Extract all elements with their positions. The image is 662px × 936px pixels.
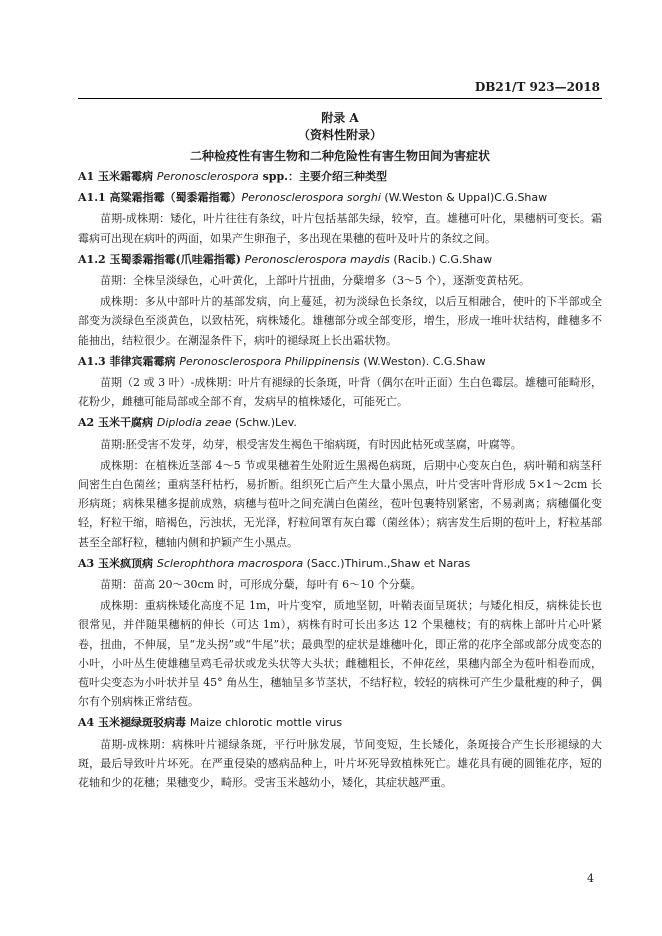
paragraph: 苗期：全株呈淡绿色，心叶黄化，上部叶片扭曲，分蘖增多（3～5 个），逐渐变黄枯死。	[100, 274, 530, 288]
paragraph: 苗期:胚受害不发芽，幼芽，根受害发生褐色干缩病斑，有时因此枯死或茎腐，叶腐等。	[100, 437, 522, 451]
appendix-type: （资料性附录）	[297, 128, 382, 142]
paragraph: 苗期：苗高 20～30cm 时，可形成分蘖，每叶有 6～10 个分蘖。	[100, 578, 422, 592]
paragraph: 苗期-成株期：病株叶片褪绿条斑，平行叶脉发展，节间变短，生长矮化，条斑接合产生长形褪绿的大斑，最后导致叶片坏死。在严重侵染的感病品种上，叶片坏死导致植株死亡。雄花具有硬的圆锥花序，短的花轴和少的花穗；果穗变少，畸形。受害玉米越幼小，矮化，其症状越严重。	[78, 737, 602, 790]
section-heading-a1-2: A1.2 玉蜀黍霜指霉(爪哇霜指霉) Peronosclerospora maydis (Racib.) C.G.Shaw	[78, 252, 493, 266]
section-heading-a1: A1 玉米霜霉病 Peronosclerospora spp.：主要介绍三种类型	[78, 170, 388, 183]
page-title: 二种检疫性有害生物和二种危险性有害生物田间为害症状	[189, 149, 490, 163]
page-number: 4	[587, 872, 594, 885]
paragraph: 成株期：在植株近茎部 4～5 节或果穗着生处附近生黑褐色病斑，后期中心变灰白色，病叶鞘和病茎秆间密生白色菌丝；重病茎秆枯朽，易折断。组织死亡后产生大量小黑点，叶片受害叶背形成 5×1～2cm 长形病斑；病株果穗多提前成熟，病穗与苞叶之间充满白色菌丝，苞叶包裹特别紧密，不易剥离；病穗僵化变轻，籽粒干缩，暗褐色，污浊状，无光泽，籽粒间罩有灰白霉（菌丝体）；病害发生后期的苞叶上，籽粒基部甚至全部籽粒，穗轴内侧和护颖产生小黑点。	[78, 458, 602, 549]
paragraph: 成株期：多从中部叶片的基部发病，向上蔓延，初为淡绿色长条纹，以后互相融合，使叶的下半部或全部变为淡绿色至淡黄色，以致枯死，病株矮化。雄穗部分或全部变形，增生，形成一堆叶状结构，雌穗多不能抽出，结粒很少。在潮湿条件下，病叶的褪绿斑上长出霜状物。	[78, 295, 602, 347]
document-body	[78, 167, 602, 794]
appendix-title: 附录 A	[321, 111, 359, 125]
section-heading-a4: A4 玉米褪绿斑驳病毒 Maize chlorotic mottle virus	[78, 716, 343, 730]
section-heading-a3: A3 玉米疯顶病 Sclerophthora macrospora (Sacc.)Thirum.,Shaw et Naras	[78, 556, 471, 570]
section-heading-a2: A2 玉米干腐病 Diplodia zeae (Schw.)Lev.	[78, 416, 297, 430]
header-rule	[78, 98, 602, 99]
paragraph: 苗期（2 或 3 叶）-成株期：叶片有褪绿的长条斑，叶背（偶尔在叶正面）生白色霉层。雄穗可能畸形，花粉少，雌穗可能局部或全部不育，发病早的植株矮化，可能死亡。	[78, 376, 602, 409]
section-heading-a1-1: A1.1 高粱霜指霉（蜀黍霜指霉）Peronosclerospora sorghi (W.Weston & Uppal)C.G.Shaw	[78, 191, 548, 205]
paragraph: 苗期-成株期：矮化，叶片往往有条纹，叶片包括基部失绿，较窄，直。雄穗可叶化，果穗柄可变长。霜霉病可出现在病叶的两面，如果产生卵孢子，多出现在果穗的苞叶及叶片的条纹之间。	[78, 212, 602, 245]
paragraph: 成株期：重病株矮化高度不足 1m，叶片变窄，质地坚韧，叶鞘表面呈斑状；与矮化相反，病株徒长也很常见，并伴随果穗柄的伸长（可达 1m），病株有时可长出多达 12 个果穗枝；有的病株上部叶片心叶紧卷，扭曲，不伸展，呈“龙头拐”或“牛尾”状；最典型的症状是雄穗叶化，即正常的花序全部或部分成变态的小叶，小叶丛生使雄穗呈鸡毛帚状或龙头状等大头状；雌穗粗长，不伸花丝，果穗内部全为苞叶相卷而成，苞叶尖变态为小叶状并呈 45° 角丛生，穗轴呈多节茎状，不结籽粒，较轻的病株可产生少量秕瘦的种子，偶尔有个别病株正常结苞。	[78, 599, 602, 709]
section-heading-a1-3: A1.3 菲律宾霜霉病 Peronosclerospora Philippinensis (W.Weston). C.G.Shaw	[78, 354, 486, 368]
document-code: DB21/T 923—2018	[474, 80, 600, 94]
